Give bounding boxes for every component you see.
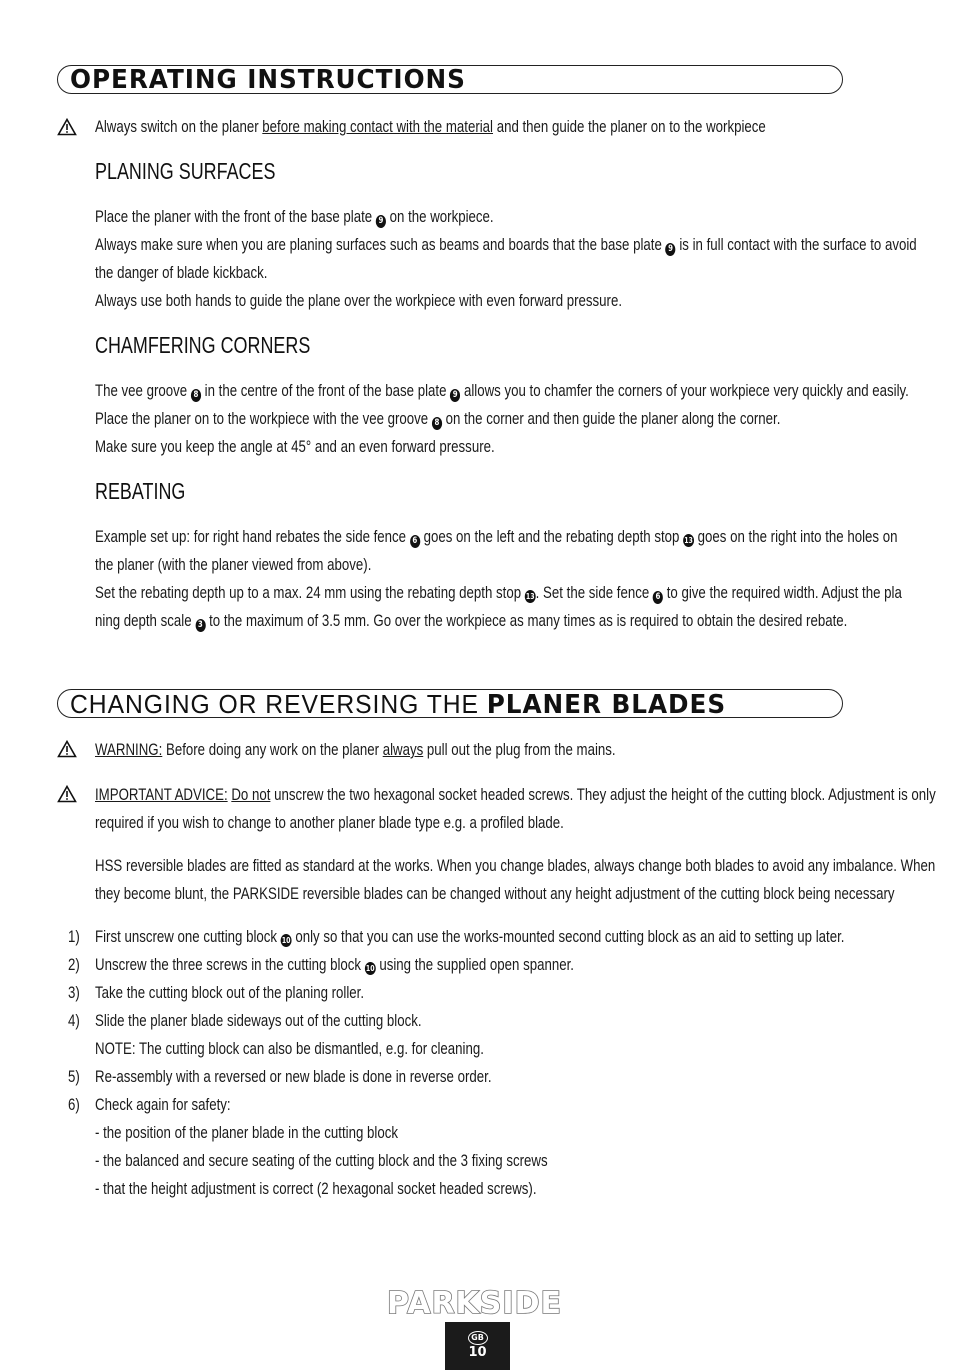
step-number: 6) <box>68 1095 80 1114</box>
chamfering-paragraph: The vee groove 8 in the centre of the front of the base plate 9 allows you to chamfer the corners of your workpiece very quickly and easily. Place the planer on to the workpiece with the vee groove 8 on the corner and then guide the planer along the corner. Make sure you keep the angle at 45° and an even forward pressure. <box>95 381 909 456</box>
step-3-text: Take the cutting block out of the planing roller. <box>95 983 365 1002</box>
subheading-planing: PLANING SURFACES <box>95 158 276 184</box>
step-2-text: Unscrew the three screws in the cutting block 10 using the supplied open spanner. <box>95 955 574 974</box>
warning-triangle-icon <box>57 740 77 758</box>
ref-9-icon: 9 <box>450 389 460 402</box>
step-number: 5) <box>68 1067 80 1086</box>
ref-8-icon: 8 <box>432 417 442 430</box>
hss-blades-paragraph: HSS reversible blades are fitted as standard at the works. When you change blades, always change both blades to avoid any imbalance. When they become blunt, the PARKSIDE reversible blades can be changed without any height adjustment of the cutting block being necessary <box>95 856 936 903</box>
ref-9-icon: 9 <box>666 243 676 256</box>
ref-6-icon: 6 <box>653 591 663 604</box>
ref-13-icon: 13 <box>525 592 535 601</box>
step-number: 2) <box>68 955 80 974</box>
planing-paragraph: Place the planer with the front of the base plate 9 on the workpiece. Always make sure when you are planing surfaces such as beams and boards that the base plate 9 is in full contact with the surface to avoid the danger of blade kickback. Always use both hands to guide the plane over the workpiece with even forward pressure. <box>95 207 917 310</box>
warning-triangle-icon <box>57 785 77 803</box>
step-number: 4) <box>68 1011 80 1030</box>
section-header-blades <box>57 689 843 718</box>
section-title: CHANGING OR REVERSING THE PLANER BLADES <box>70 689 727 720</box>
section-title: OPERATING INSTRUCTIONS <box>70 65 466 95</box>
blades-warning-text: WARNING: Before doing any work on the planer always pull out the plug from the mains. <box>95 740 616 759</box>
subheading-rebating: REBATING <box>95 478 186 504</box>
step-number: 3) <box>68 983 80 1002</box>
ref-3-icon: 3 <box>195 619 205 632</box>
page-number-box <box>445 1322 510 1370</box>
parkside-logo: PARKSIDE <box>387 1286 562 1321</box>
ref-8-icon: 8 <box>191 389 201 402</box>
rebating-paragraph: Example set up: for right hand rebates the side fence 6 goes on the left and the rebating depth stop 13 goes on the right into the holes on the planer (with the planer viewed from above). Set the rebating depth up to a max. 24 mm using the rebating depth stop 13. Set the side fence 6 to give the required width. Adjust the pla ning depth scale 3 to the maximum of 3.5 mm. Go over the workpiece as many times as is required to obtain the desired rebate. <box>95 527 902 630</box>
ref-10-icon: 10 <box>365 964 375 973</box>
important-advice-text: IMPORTANT ADVICE: Do not unscrew the two hexagonal socket headed screws. They adjust the height of the cutting block. Adjustment is only required if you wish to change to another planer blade type e.g. a profiled blade. <box>95 785 936 832</box>
ref-13-icon: 13 <box>684 536 693 545</box>
step-number: 1) <box>68 927 80 946</box>
ref-6-icon: 6 <box>410 535 420 548</box>
subheading-chamfering: CHAMFERING CORNERS <box>95 332 311 358</box>
ref-9-icon: 9 <box>376 215 386 228</box>
section-header-operating <box>57 65 843 94</box>
step-5-text: Re-assembly with a reversed or new blade is done in reverse order. <box>95 1067 492 1086</box>
page-number: 10 <box>468 1345 487 1360</box>
operating-warning-text: Always switch on the planer before making contact with the material and then guide the planer on to the workpiece <box>95 117 766 136</box>
step-4-text: Slide the planer blade sideways out of the cutting block. NOTE: The cutting block can also be dismantled, e.g. for cleaning. <box>95 1011 484 1058</box>
warning-triangle-icon <box>57 118 77 136</box>
ref-10-icon: 10 <box>281 936 291 945</box>
step-6-text: Check again for safety: - the position of the planer blade in the cutting block - the balanced and secure seating of the cutting block and the 3 fixing screws - that the height adjustment is correct (2 hexagonal socket headed screws). <box>95 1095 548 1198</box>
step-1-text: First unscrew one cutting block 10 only so that you can use the works-mounted second cutting block as an aid to setting up later. <box>95 927 845 946</box>
country-badge: GB <box>468 1331 488 1345</box>
